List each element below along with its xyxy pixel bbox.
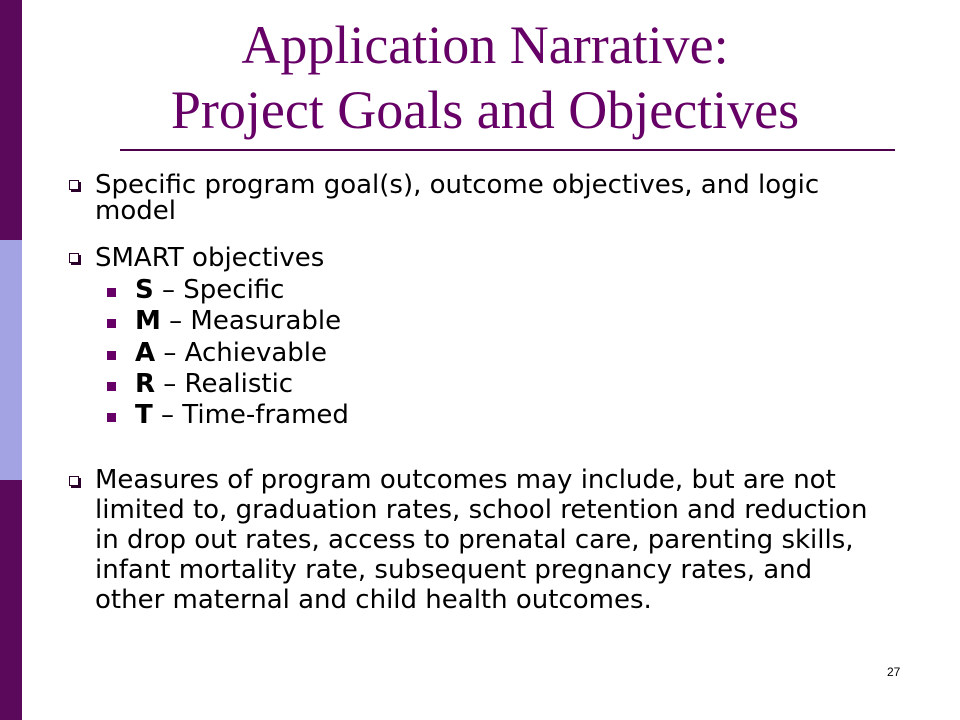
- sub-item-text: – Specific: [162, 275, 285, 305]
- sub-item-letter: R: [135, 368, 156, 399]
- sub-item-specific: [135, 275, 349, 306]
- hollow-square-bullet-icon: [69, 253, 79, 263]
- title-divider: [120, 149, 895, 151]
- sidebar-accent-bottom: [0, 480, 22, 720]
- sub-item-text: – Measurable: [169, 306, 342, 337]
- bullet-text-line: infant mortality rate, subsequent pregnancy rates, and: [95, 555, 813, 585]
- sidebar-accent-top: [0, 0, 22, 240]
- filled-square-bullet-icon: [107, 382, 116, 391]
- filled-square-bullet-icon: [107, 413, 116, 422]
- bullet-item-program-goals: [95, 172, 819, 224]
- sub-item-text: – Time-framed: [161, 400, 349, 431]
- slide-title-line-1: Application Narrative:: [241, 15, 729, 75]
- sub-item-letter: A: [135, 337, 156, 368]
- bullet-text-line: limited to, graduation rates, school retention and reduction: [95, 495, 868, 525]
- sub-item-achievable: [135, 338, 349, 369]
- bullet-text-line: SMART objectives: [95, 243, 325, 273]
- sub-item-measurable: [135, 306, 349, 337]
- bullet-text-line: Measures of program outcomes may include, but are not: [95, 465, 836, 495]
- sub-item-letter: M: [135, 306, 161, 337]
- bullet-item-smart-objectives: [95, 245, 324, 271]
- filled-square-bullet-icon: [107, 288, 116, 297]
- smart-sub-list: [135, 275, 349, 431]
- bullet-text-line: model: [95, 196, 176, 226]
- slide-title-line-2: Project Goals and Objectives: [170, 80, 800, 140]
- bullet-text-line: Specific program goal(s), outcome objectives, and logic: [95, 170, 820, 200]
- sub-item-text: – Realistic: [163, 368, 294, 399]
- sub-item-text: – Achievable: [163, 337, 328, 368]
- sub-item-time-framed: [135, 400, 349, 431]
- hollow-square-bullet-icon: [69, 476, 79, 486]
- hollow-square-bullet-icon: [69, 180, 79, 190]
- sub-item-letter: T: [135, 400, 153, 431]
- filled-square-bullet-icon: [107, 319, 116, 328]
- sidebar-accent-middle: [0, 240, 22, 480]
- bullet-text-line: in drop out rates, access to prenatal care, parenting skills,: [95, 525, 854, 555]
- bullet-text-line: other maternal and child health outcomes.: [95, 585, 652, 615]
- filled-square-bullet-icon: [107, 351, 116, 360]
- sub-item-letter: S: [135, 275, 154, 305]
- bullet-item-measures: [95, 465, 867, 615]
- sub-item-realistic: [135, 369, 349, 400]
- page-number: 27: [887, 665, 901, 679]
